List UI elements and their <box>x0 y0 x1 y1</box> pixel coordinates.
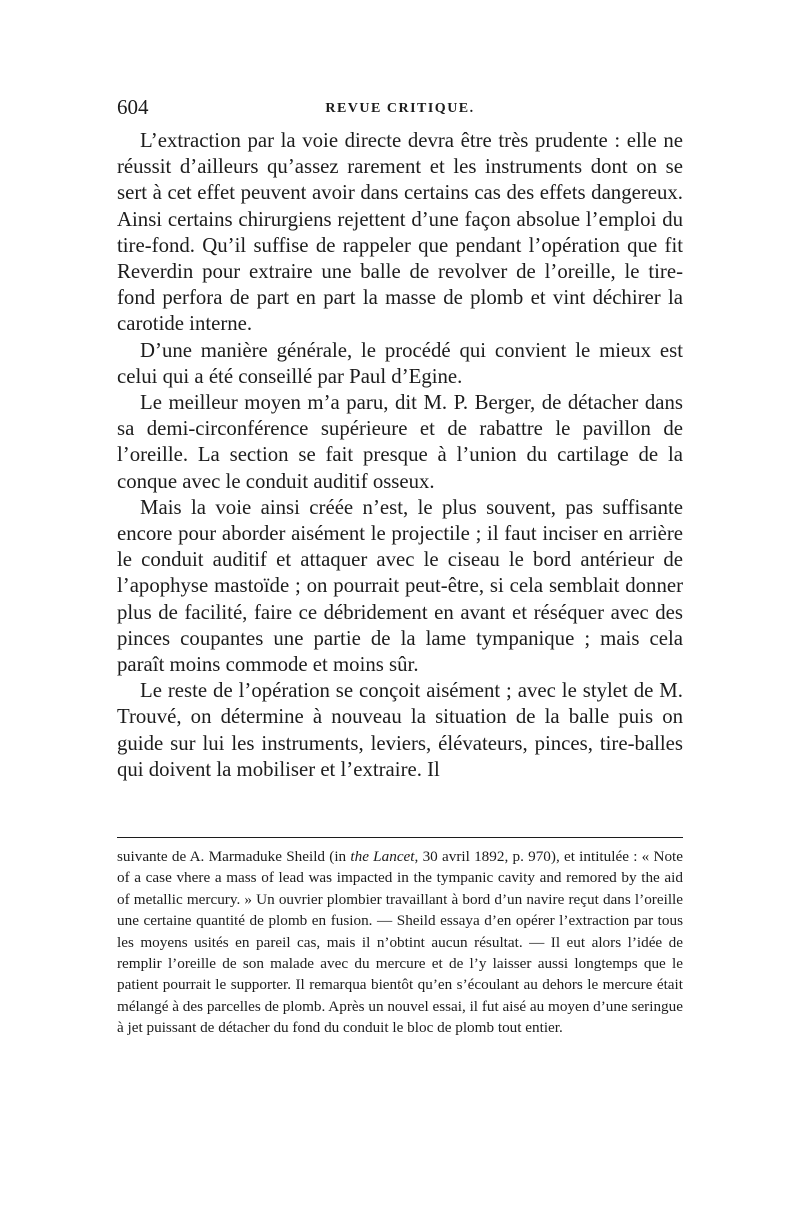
paragraph-3: Le meilleur moyen m’a paru, dit M. P. Berger, de détacher dans sa demi-circonférence supérieure et de rabattre le pavillon de l’oreille. La section se fait presque à l’union du cartilage de la conque avec le conduit auditif osseux. <box>117 391 683 493</box>
footnote-divider <box>117 837 683 838</box>
footnote-text-before: suivante de A. Marmaduke Sheild (in <box>117 848 351 865</box>
footnote-journal-title: the Lancet <box>350 848 415 865</box>
paragraph-2: D’une manière générale, le procédé qui convient le mieux est celui qui a été conseillé par Paul d’Egine. <box>117 338 683 388</box>
footnote-text-after: , 30 avril 1892, p. 970), et intitulée : « Note of a case vhere a mass of lead was impacted in the tympanic cavity and remored by the aid of metallic mercury. » Un ouvrier plombier travaillant à bord d’un navire reçut dans l’oreille une certaine quantité de plomb en fusion. — Sheild essaya d’en opérer l’extraction par tous les moyens usités en pareil cas, mais il n’obtint aucun résultat. — Il eut alors l’idée de remplir l’oreille de son malade avec du mercure et de l’y laisser aussi longtemps que le patient pourrait le supporter. Il remarqua bientôt qu’en s’écoulant au dehors le mercure était mélangé à des parcelles de plomb. Après un nouvel essai, il fut aisé au moyen d’une seringue à jet puissant de détacher du fond du conduit le bloc de plomb tout entier. <box>117 848 684 1037</box>
footnote <box>117 846 683 1039</box>
paragraph-1: L’extraction par la voie directe devra être très prudente : elle ne réussit d’ailleurs qu’assez rarement et les instruments dont on se sert à cet effet peuvent avoir dans certains cas des effets dangereux. Ainsi certains chirurgiens rejettent d’une façon absolue l’emploi du tire-fond. Qu’il suffise de rappeler que pendant l’opération que fit Reverdin pour extraire une balle de revolver de l’oreille, le tire-fond perfora de part en part la masse de plomb et vint déchirer la carotide interne. <box>117 129 683 336</box>
paragraph-4: Mais la voie ainsi créée n’est, le plus souvent, pas suffisante encore pour aborder aisément le projectile ; il faut inciser en arrière le conduit auditif et attaquer avec le ciseau le bord antérieur de l’apophyse mastoïde ; on pourrait peut-être, si cela semblait donner plus de facilité, faire ce débridement en avant et réséquer avec des pinces coupantes une partie de la lame tympanique ; mais cela paraît moins commode et moins sûr. <box>117 495 683 677</box>
page-number: 604 <box>117 95 149 119</box>
running-title: REVUE CRITIQUE. <box>325 101 475 116</box>
main-text <box>117 128 683 783</box>
paragraph-5: Le reste de l’opération se conçoit aisément ; avec le stylet de M. Trouvé, on détermine à nouveau la situation de la balle puis on guide sur lui les instruments, leviers, élévateurs, pinces, tire-balles qui doivent la mobiliser et l’extraire. Il <box>117 679 683 781</box>
